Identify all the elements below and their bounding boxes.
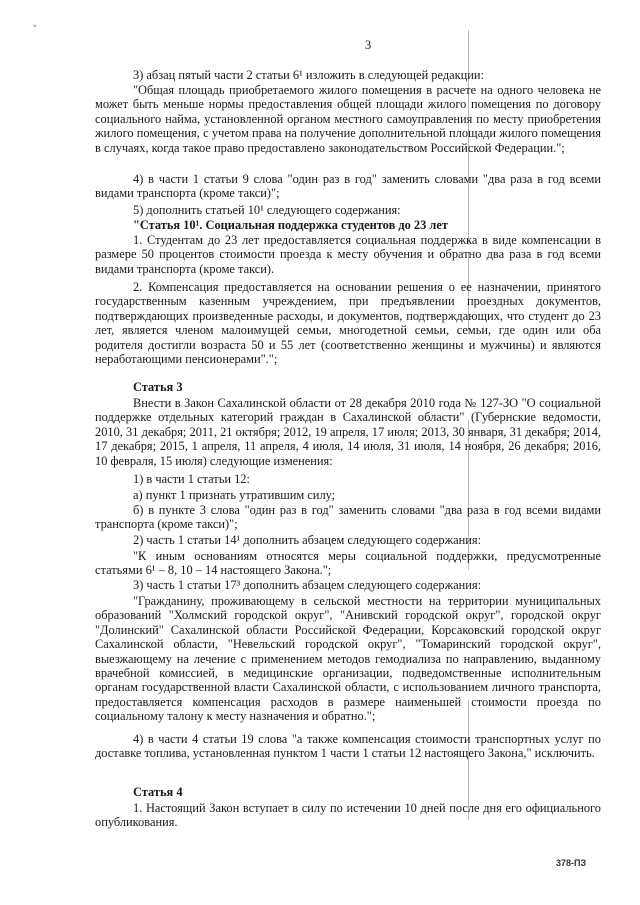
paragraph: 1) в части 1 статьи 12: [133,472,250,486]
paragraph: 4) в части 4 статьи 19 слова "а также компенсация стоимости транспортных услуг по доставке топлива, установленная пунктом 1 части 1 статьи 12 настоящего Закона," исключить. [95,732,601,761]
paragraph: 5) дополнить статьей 10¹ следующего содержания: [133,203,401,217]
article-heading: "Статья 10¹. Социальная поддержка студентов до 23 лет [133,218,448,232]
paragraph: 1. Настоящий Закон вступает в силу по истечении 10 дней после дня его официального опубликования. [95,801,601,830]
paragraph: 1. Студентам до 23 лет предоставляется социальная поддержка в виде компенсации в размере 50 процентов стоимости проезда к месту обучения и обратно два раза в год всеми видами транспорта (кроме такси). [95,233,601,276]
paragraph: 3) абзац пятый части 2 статьи 6¹ изложить в следующей редакции: [133,68,484,82]
paragraph: "К иным основаниям относятся меры социальной поддержки, предусмотренные статьями 6¹ – 8, 10 – 14 настоящего Закона."; [95,549,601,578]
article-heading: Статья 4 [133,785,183,799]
paragraph: 3) часть 1 статьи 17³ дополнить абзацем следующего содержания: [133,578,482,592]
paragraph: Внести в Закон Сахалинской области от 28 декабря 2010 года № 127-ЗО "О социальной поддержке отдельных категорий граждан в Сахалинской области" (Губернские ведомости, 2010, 31 декабря; 2011, 21 октября; 2012, 19 апреля, 17 июля; 2013, 30 января, 31 декабря; 2014, 17 декабря; 2015, 1 апреля, 11 апреля, 4 июля, 14 июля, 31 июля, 14 ноября, 26 декабря; 2016, 10 февраля, 15 июля) следующие изменения: [95,396,601,468]
article-heading: Статья 3 [133,380,183,394]
paragraph: 2) часть 1 статьи 14¹ дополнить абзацем следующего содержания: [133,533,482,547]
paragraph: б) в пункте 3 слова "один раз в год" заменить словами "два раза в год всеми видами транспорта (кроме такси)"; [95,503,601,532]
paragraph: "Гражданину, проживающему в сельской местности на территории муниципальных образований "Холмский городской округ", "Анивский городской округ", городской округ "Долинский" Сахалинской области Российской Федерации, Корсаковский городской округ Сахалинской области, "Невельский городской округ", "Томаринский городской округ", выезжающему на лечение с применением методов гемодиализа по направлению, выданному врачебной комиссией, в медицинские организации, подведомственные исполнительным органам государственной власти Сахалинской области, с использованием личного транспорта, предоставляется компенсация расходов в размере наименьшей стоимости проезда по социальному талону к месту назначения и обратно."; [95,594,601,724]
paragraph: "Общая площадь приобретаемого жилого помещения в расчете на одного человека не может быть меньше нормы предоставления общей площади жилого помещения по договору социального найма, установленной органом местного самоуправления по месту приобретения жилого помещения, с учетом права на получение дополнительной площади жилого помещения в случаях, когда такое право предоставлено законодательством Российской Федерации."; [95,83,601,155]
paragraph: а) пункт 1 признать утратившим силу; [133,488,336,502]
corner-mark: ◦ [33,21,37,32]
paragraph: 4) в части 1 статьи 9 слова "один раз в год" заменить словами "два раза в год всеми видами транспорта (кроме такси)"; [95,172,601,201]
page-number: 3 [365,38,372,52]
paragraph: 2. Компенсация предоставляется на основании решения о ее назначении, принятого государственным казенным учреждением, при предъявлении проездных документов, подтверждающих произведенные расходы, и документов, подтверждающих, что студент до 23 лет, является членом малоимущей семьи, многодетной семьи, семьи, где один или оба родителя достигли возраста 50 и 55 лет (соответственно женщины и мужчины) и являются неработающими пенсионерами"."; [95,280,601,367]
document-code: 378-ПЗ [556,858,587,868]
